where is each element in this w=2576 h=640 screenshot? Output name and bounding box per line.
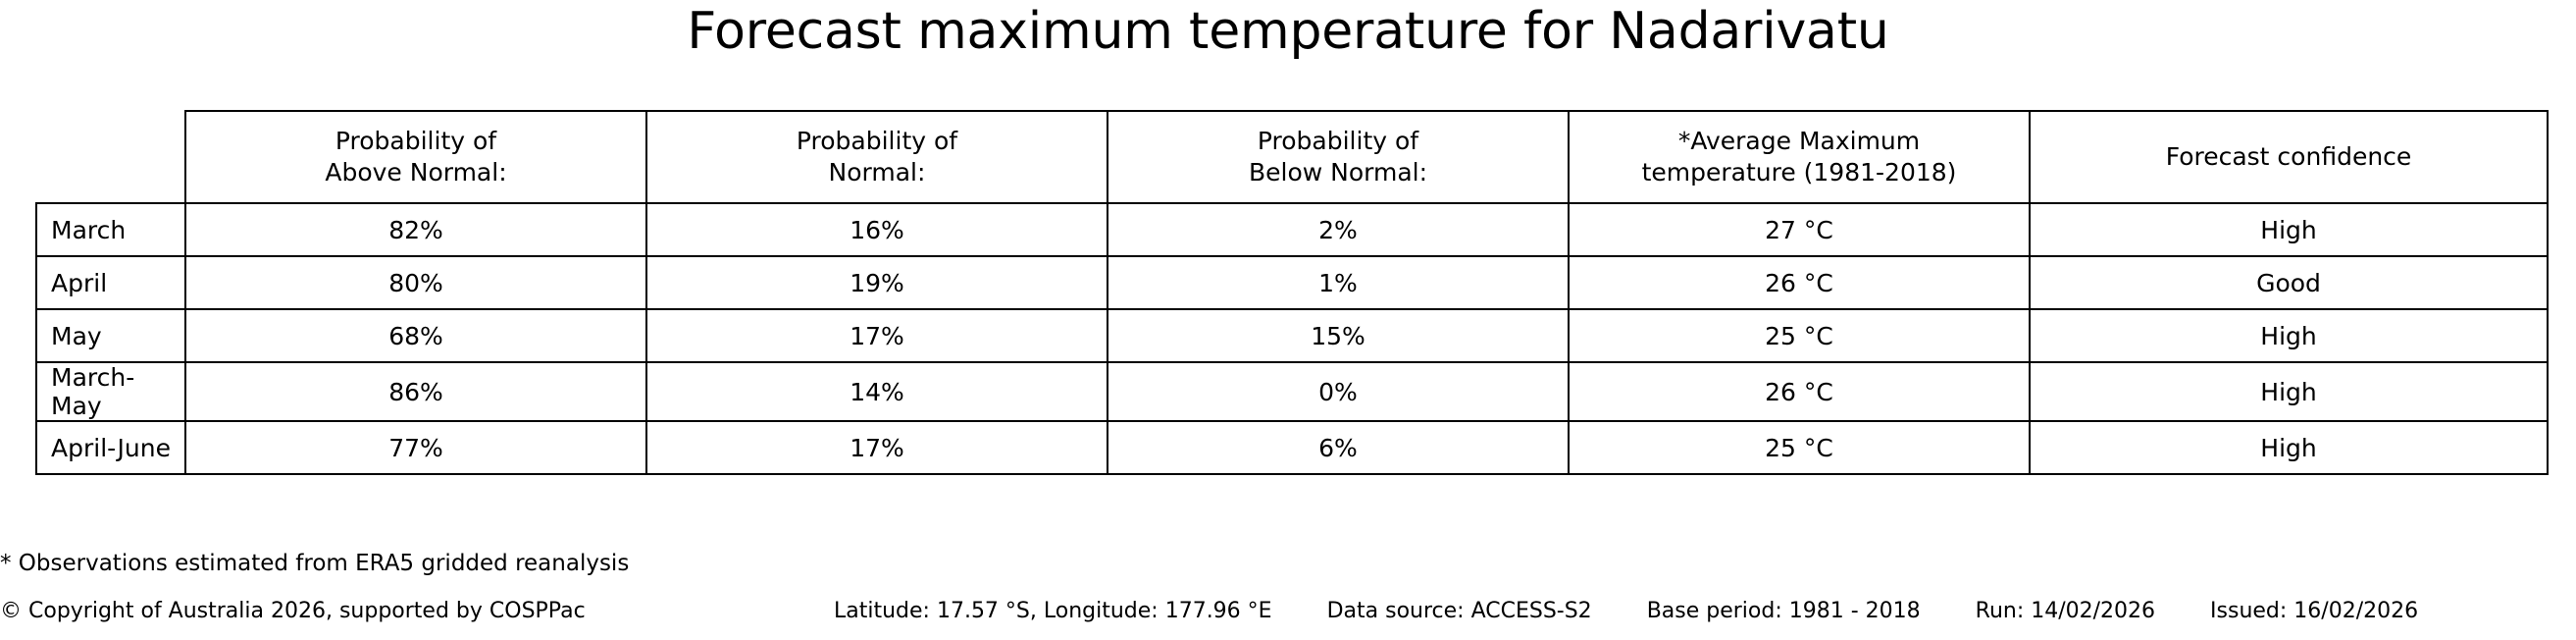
row-period-may: May	[36, 309, 185, 362]
header-normal-line2: Normal:	[828, 158, 926, 187]
cell-march-confidence: High	[2030, 203, 2548, 256]
row-period-march: March	[36, 203, 185, 256]
table-body	[36, 203, 2548, 474]
cell-april-june-above-normal: 77%	[185, 421, 646, 474]
cell-may-below-normal: 15%	[1108, 309, 1569, 362]
cell-april-june-below-normal: 6%	[1108, 421, 1569, 474]
cell-march-above-normal: 82%	[185, 203, 646, 256]
base-period-text: Base period: 1981 - 2018	[1646, 599, 1921, 623]
cell-may-average-max-temp: 25 °C	[1569, 309, 2030, 362]
cell-april-below-normal: 1%	[1108, 256, 1569, 309]
header-above-normal-line1: Probability of	[335, 127, 497, 155]
header-normal	[646, 111, 1108, 203]
header-forecast-confidence-line1: Forecast confidence	[2165, 142, 2412, 171]
cell-april-average-max-temp: 26 °C	[1569, 256, 2030, 309]
cell-april-confidence: Good	[2030, 256, 2548, 309]
cell-may-confidence: High	[2030, 309, 2548, 362]
data-source-text: Data source: ACCESS-S2	[1326, 599, 1592, 623]
header-average-max-temp	[1569, 111, 2030, 203]
cell-may-normal: 17%	[646, 309, 1108, 362]
table-row	[36, 203, 2548, 256]
cell-april-june-confidence: High	[2030, 421, 2548, 474]
table-row	[36, 362, 2548, 421]
table-row	[36, 421, 2548, 474]
header-above-normal-line2: Above Normal:	[325, 158, 507, 187]
footnote: * Observations estimated from ERA5 gridded reanalysis	[0, 551, 630, 576]
header-below-normal-line2: Below Normal:	[1248, 158, 1428, 187]
row-period-april: April	[36, 256, 185, 309]
cell-april-above-normal: 80%	[185, 256, 646, 309]
cell-march-average-max-temp: 27 °C	[1569, 203, 2030, 256]
page-title: Forecast maximum temperature for Nadarivatu	[687, 2, 1889, 61]
row-period-march-may: March-May	[36, 362, 185, 421]
footer-metadata	[834, 597, 2570, 626]
cell-april-normal: 19%	[646, 256, 1108, 309]
coordinates-text: Latitude: 17.57 °S, Longitude: 177.96 °E	[834, 599, 1272, 623]
header-below-normal-line1: Probability of	[1257, 127, 1419, 155]
cell-april-june-average-max-temp: 25 °C	[1569, 421, 2030, 474]
cell-march-may-above-normal: 86%	[185, 362, 646, 421]
copyright-text: © Copyright of Australia 2026, supported by COSPPac	[0, 599, 586, 623]
footer	[0, 597, 2576, 636]
cell-april-june-normal: 17%	[646, 421, 1108, 474]
cell-march-may-confidence: High	[2030, 362, 2548, 421]
header-normal-line1: Probability of	[796, 127, 958, 155]
cell-march-may-normal: 14%	[646, 362, 1108, 421]
header-corner	[36, 111, 185, 203]
forecast-table	[35, 110, 2549, 475]
table-row	[36, 309, 2548, 362]
cell-march-normal: 16%	[646, 203, 1108, 256]
cell-march-may-below-normal: 0%	[1108, 362, 1569, 421]
header-forecast-confidence	[2030, 111, 2548, 203]
table-header-row	[36, 111, 2548, 203]
cell-may-above-normal: 68%	[185, 309, 646, 362]
forecast-table-wrapper	[35, 110, 2547, 475]
header-above-normal	[185, 111, 646, 203]
cell-march-below-normal: 2%	[1108, 203, 1569, 256]
header-average-max-temp-line2: temperature (1981-2018)	[1641, 158, 1957, 187]
run-date-text: Run: 14/02/2026	[1975, 599, 2156, 623]
cell-march-may-average-max-temp: 26 °C	[1569, 362, 2030, 421]
table-header	[36, 111, 2548, 203]
row-period-april-june: April-June	[36, 421, 185, 474]
header-below-normal	[1108, 111, 1569, 203]
header-average-max-temp-line1: *Average Maximum	[1677, 127, 1921, 155]
table-row	[36, 256, 2548, 309]
issued-date-text: Issued: 16/02/2026	[2210, 599, 2419, 623]
